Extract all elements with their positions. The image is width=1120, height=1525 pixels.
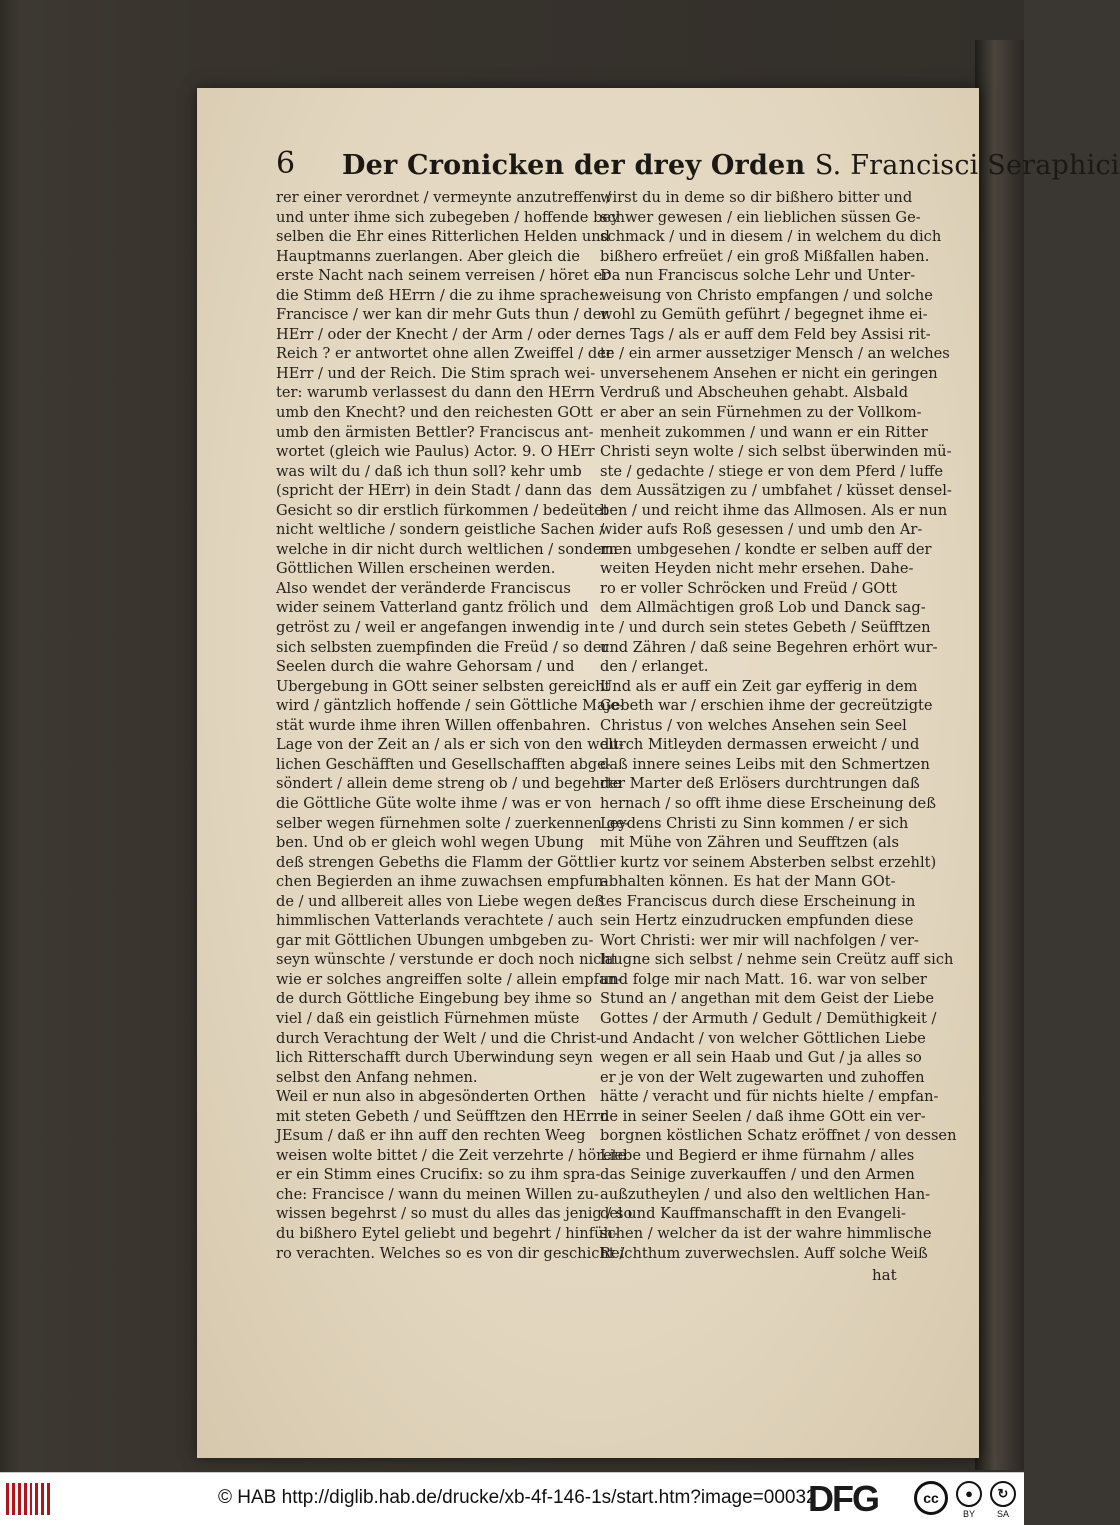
text-line: den / erlanget. — [600, 658, 709, 676]
text-line: himmlischen Vatterlands verachtete / auch — [276, 912, 594, 930]
text-line: und folge mir nach Matt. 16. war von selber — [600, 970, 927, 988]
text-line: wirst du in deme so dir bißhero bitter und — [600, 189, 913, 206]
text-line: er kurtz vor seinem Absterben selbst erzehlt) — [600, 853, 937, 871]
text-line: ro er voller Schröcken und Freüd / GOtt — [600, 579, 898, 597]
text-line: HErr / oder der Knecht / der Arm / oder der — [276, 325, 601, 343]
text-line: erste Nacht nach seinem verreisen / höret er — [276, 267, 610, 285]
text-line: ste / gedachte / stiege er von dem Pferd / luffe — [600, 462, 943, 480]
text-line: wider seinem Vatterland gantz frölich und — [276, 599, 589, 617]
text-line: Lage von der Zeit an / als er sich von den welt- — [276, 736, 624, 754]
text-line: chen Begierden an ihme zuwachsen empfun- — [276, 873, 609, 891]
text-line: Reichthum zuverwechslen. Auff solche Weiß — [600, 1244, 928, 1262]
text-line: Also wendet der veränderde Franciscus — [276, 579, 571, 597]
text-line: sich selbsten zuempfinden die Freüd / so der — [276, 638, 609, 656]
text-line: du bißhero Eytel geliebt und begehrt / hinfüh- — [276, 1224, 618, 1242]
text-line: del und Kauffmanschafft in den Evangeli- — [600, 1205, 906, 1223]
running-title — [342, 150, 1120, 181]
text-line: umb den ärmisten Bettler? Franciscus ant- — [276, 423, 594, 441]
text-line: seyn wünschte / verstunde er doch noch nicht — [276, 951, 617, 969]
text-line: te / ein armer aussetziger Mensch / an welches — [600, 345, 950, 363]
text-line: (spricht der HErr) in dein Stadt / dann das — [276, 482, 592, 500]
text-line: wegen er all sein Haab und Gut / ja alles so — [600, 1049, 922, 1067]
text-line: er ein Stimm eines Crucifix: so zu ihm spra- — [276, 1166, 601, 1184]
text-line: Christus / von welches Ansehen sein Seel — [600, 716, 907, 734]
dfg-logo[interactable]: DFG — [808, 1478, 878, 1519]
text-line: und unter ihme sich zubegeben / hoffende bey — [276, 208, 620, 226]
text-line: er aber an sein Fürnehmen zu der Vollkom- — [600, 404, 922, 422]
text-line: die Göttliche Güte wolte ihme / was er von — [276, 794, 592, 812]
text-line: de / und allbereit alles von Liebe wegen deß — [276, 892, 605, 910]
share-alike-icon: ↻ — [990, 1481, 1016, 1507]
text-line: mit steten Gebeth / und Seüfftzen den HErrn — [276, 1107, 610, 1125]
text-line: wird / gäntzlich hoffende / sein Göttliche Maje- — [276, 697, 624, 715]
text-line: nes Tags / als er auff dem Feld bey Assisi rit- — [600, 325, 931, 343]
text-line: die Stimm deß HErrn / die zu ihme sprache: — [276, 286, 604, 304]
text-line: das Seinige zuverkauffen / und den Armen — [600, 1166, 915, 1184]
text-line: unversehenem Ansehen er nicht ein geringen — [600, 364, 938, 382]
text-line: Leydens Christi zu Sinn kommen / er sich — [600, 814, 909, 832]
text-line: men umbgesehen / kondte er selben auff der — [600, 540, 932, 558]
text-line: Francisce / wer kan dir mehr Guts thun / der — [276, 306, 609, 324]
text-line: ben. Und ob er gleich wohl wegen Ubung — [276, 834, 584, 852]
text-line: umb den Knecht? und den reichesten GOtt — [276, 404, 593, 422]
hab-barcode-icon — [6, 1483, 50, 1515]
text-line: hernach / so offt ihme diese Erscheinung deß — [600, 794, 936, 812]
text-line: lich Ritterschafft durch Uberwindung seyn — [276, 1049, 593, 1067]
text-line: rer einer verordnet / vermeynte anzutreffen / — [276, 189, 611, 206]
text-line: Liebe und Begierd er ihme fürnahm / alles — [600, 1146, 915, 1164]
page-number: 6 — [276, 146, 296, 181]
text-line: gar mit Göttlichen Ubungen umbgeben zu- — [276, 931, 594, 949]
cc-sa-icon[interactable] — [988, 1479, 1018, 1523]
text-line: menheit zukommen / und wann er ein Ritter — [600, 423, 928, 441]
text-line: mit Mühe von Zähren und Seufftzen (als — [600, 834, 899, 852]
right-text-column — [600, 188, 957, 1263]
text-line: hätte / veracht und für nichts hielte / empfan- — [600, 1088, 939, 1106]
text-line: nicht weltliche / sondern geistliche Sachen / — [276, 521, 605, 539]
text-line: sein Hertz einzudrucken empfunden diese — [600, 912, 914, 930]
text-line: durch Mitleyden dermassen erweicht / und — [600, 736, 920, 754]
facing-page-edge — [975, 40, 1024, 1470]
text-line: che: Francisce / wann du meinen Willen zu- — [276, 1185, 599, 1203]
text-line: Christi seyn wolte / sich selbst überwinden mü- — [600, 443, 952, 461]
text-line: durch Verachtung der Welt / und die Christ- — [276, 1029, 601, 1047]
text-line: daß innere seines Leibs mit den Schmertzen — [600, 755, 930, 773]
text-line: wohl zu Gemüth geführt / begegnet ihme ei- — [600, 306, 928, 324]
text-line: ben / und reicht ihme das Allmosen. Als er nun — [600, 501, 948, 519]
text-line: wider aufs Roß gesessen / und umb den Ar- — [600, 521, 923, 539]
text-line: Göttlichen Willen erscheinen werden. — [276, 560, 556, 578]
text-line: te / und durch sein stetes Gebeth / Seüfftzen — [600, 619, 931, 637]
text-line: lichen Geschäfften und Gesellschafften abge- — [276, 755, 611, 773]
source-link[interactable]: © HAB http://diglib.hab.de/drucke/xb-4f-146-1s/start.htm?image=00032 — [218, 1487, 817, 1508]
text-line: Gebeth war / erschien ihme der gecreützigte — [600, 697, 933, 715]
person-icon: ● — [956, 1481, 982, 1507]
text-line: Wort Christi: wer mir will nachfolgen / ver- — [600, 931, 919, 949]
text-line: Da nun Franciscus solche Lehr und Unter- — [600, 267, 916, 285]
text-line: JEsum / daß er ihn auff den rechten Weeg — [276, 1127, 586, 1145]
text-line: außzutheylen / und also den weltlichen Han- — [600, 1185, 931, 1203]
text-line: ro verachten. Welches so es von dir geschicht / — [276, 1244, 625, 1262]
text-line: de in seiner Seelen / daß ihme GOtt ein ver- — [600, 1107, 926, 1125]
text-line: Stund an / angethan mit dem Geist der Liebe — [600, 990, 935, 1008]
text-line: und Zähren / daß seine Begehren erhört wur- — [600, 638, 938, 656]
text-line: söndert / allein deme streng ob / und begehrte — [276, 775, 622, 793]
running-title-latin: S. Francisci Seraphici — [814, 150, 1120, 181]
text-line: und Andacht / von welcher Göttlichen Liebe — [600, 1029, 926, 1047]
text-line: stät wurde ihme ihren Willen offenbahren. — [276, 716, 591, 734]
text-line: wortet (gleich wie Paulus) Actor. 9. O HErr — [276, 443, 595, 461]
text-line: Reich ? er antwortet ohne allen Zweiffel / der — [276, 345, 613, 363]
text-line: ter: warumb verlassest du dann den HErrn — [276, 384, 595, 402]
text-line: weisung von Christo empfangen / und solche — [600, 286, 933, 304]
text-line: Ubergebung in GOtt seiner selbsten gereicht — [276, 677, 611, 695]
text-line: abhalten können. Es hat der Mann GOt- — [600, 873, 896, 891]
text-line: schmack / und in diesem / in welchem du dich — [600, 228, 942, 246]
text-line: Gesicht so dir erstlich fürkommen / bedeütet — [276, 501, 609, 519]
catchword: hat — [872, 1266, 897, 1284]
text-line: Verdruß und Abscheuhen gehabt. Alsbald — [600, 384, 909, 402]
text-line: deß strengen Gebeths die Flamm der Göttli- — [276, 853, 604, 871]
text-line: Seelen durch die wahre Gehorsam / und — [276, 658, 575, 676]
text-line: viel / daß ein geistlich Fürnehmen müste — [276, 1009, 580, 1027]
text-line: dem Allmächtigen groß Lob und Danck sag- — [600, 599, 926, 617]
text-line: bißhero erfreüet / ein groß Mißfallen haben. — [600, 247, 930, 265]
text-line: wie er solches angreiffen solte / allein empfan- — [276, 970, 622, 988]
viewer-footer — [0, 1472, 1024, 1525]
cc-sa-label: SA — [996, 1509, 1009, 1519]
cc-by-label: BY — [962, 1509, 975, 1519]
text-line: selbst den Anfang nehmen. — [276, 1068, 478, 1086]
cc-by-icon[interactable] — [954, 1479, 984, 1523]
text-line: wissen begehrst / so must du alles das jenig / so — [276, 1205, 633, 1223]
text-line: schen / welcher da ist der wahre himmlische — [600, 1224, 932, 1242]
text-line: Hauptmanns zuerlangen. Aber gleich die — [276, 247, 580, 265]
text-line: HErr / und der Reich. Die Stim sprach wei- — [276, 364, 596, 382]
text-line: dem Aussätzigen zu / umbfahet / küsset densel- — [600, 482, 952, 500]
text-line: borgnen köstlichen Schatz eröffnet / von dessen — [600, 1127, 957, 1145]
page-header — [276, 146, 1120, 186]
text-line: welche in dir nicht durch weltlichen / sondern — [276, 540, 618, 558]
creative-commons-icon[interactable]: cc — [914, 1481, 948, 1515]
text-line: getröst zu / weil er angefangen inwendig in — [276, 619, 599, 637]
text-line: Weil er nun also in abgesönderten Orthen — [276, 1088, 586, 1106]
text-line: der Marter deß Erlösers durchtrungen daß — [600, 775, 920, 793]
left-text-column — [276, 188, 633, 1263]
text-line: laugne sich selbst / nehme sein Creütz auff sich — [600, 951, 954, 969]
text-line: Und als er auff ein Zeit gar eyfferig in dem — [600, 677, 918, 695]
running-title-main: Der Cronicken der drey Orden — [342, 150, 806, 181]
text-line: selber wegen fürnehmen solte / zuerkennen ge- — [276, 814, 630, 832]
text-line: weiten Heyden nicht mehr ersehen. Dahe- — [600, 560, 914, 578]
text-line: was wilt du / daß ich thun soll? kehr umb — [276, 462, 582, 480]
text-line: schwer gewesen / ein lieblichen süssen Ge- — [600, 208, 921, 226]
text-line: selben die Ehr eines Ritterlichen Helden und — [276, 228, 610, 246]
text-line: tes Franciscus durch diese Erscheinung in — [600, 892, 916, 910]
text-line: Gottes / der Armuth / Gedult / Demüthigkeit / — [600, 1009, 937, 1027]
text-line: er je von der Welt zugewarten und zuhoffen — [600, 1068, 925, 1086]
text-line: weisen wolte bittet / die Zeit verzehrte / hörete — [276, 1146, 627, 1164]
text-line: de durch Göttliche Eingebung bey ihme so — [276, 990, 593, 1008]
